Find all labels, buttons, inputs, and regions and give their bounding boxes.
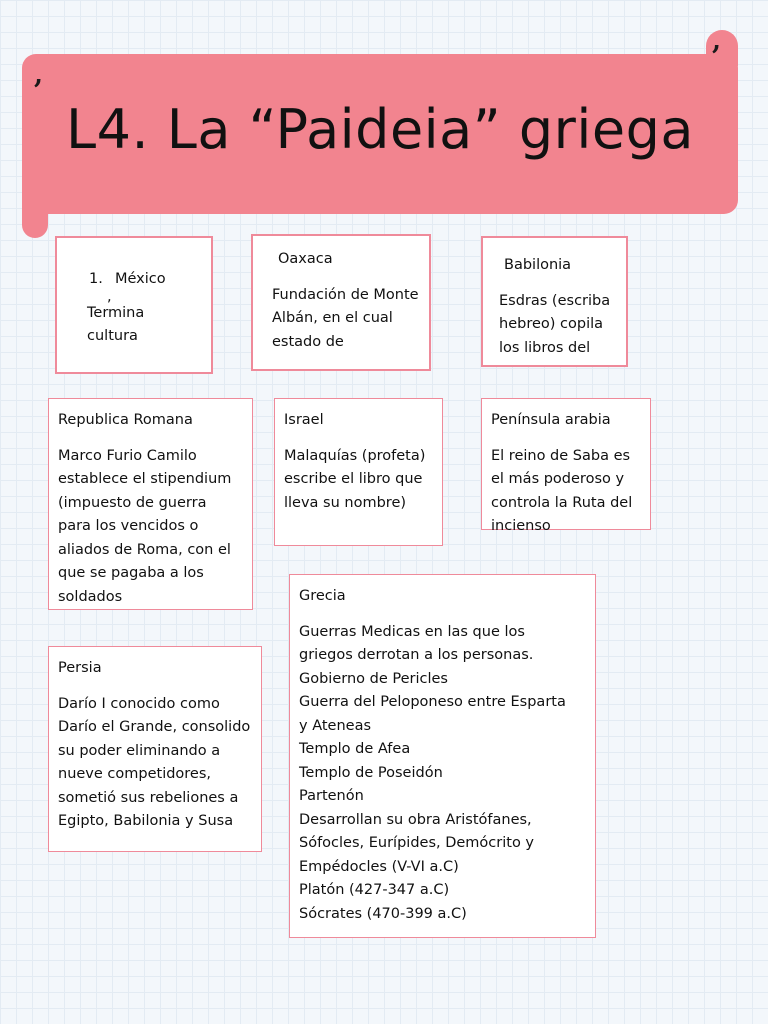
mexico-list-item (89, 268, 201, 292)
babilonia-place: Babilonia (504, 257, 572, 273)
card-peninsula-arabia (481, 398, 651, 534)
mexico-line-1: Termina (87, 304, 145, 321)
grecia-line: Partenón (299, 788, 364, 804)
grecia-line: Sófocles, Eurípides, Demócrito y (299, 835, 535, 851)
grecia-place: Grecia (299, 588, 346, 604)
card-mexico (55, 236, 213, 374)
grecia-line: Gobierno de Pericles (299, 670, 448, 687)
card-persia (48, 646, 262, 852)
card-grecia (289, 574, 596, 938)
grecia-list (299, 621, 586, 927)
persia-place: Persia (58, 660, 102, 676)
roma-text: Marco Furio Camilo establece el stipendium (impuesto de guerra para los vencidos o aliados de Roma, con el que se pagaba a los soldados (58, 447, 232, 605)
card-israel (274, 398, 443, 546)
grecia-line: Guerras Medicas en las que los (299, 623, 525, 640)
page-title: L4. La “Paideia” griega (66, 97, 694, 161)
roma-place: Republica Romana (58, 412, 193, 428)
mexico-place: México (115, 271, 166, 287)
grecia-line: y Ateneas (299, 717, 372, 734)
grecia-line: griegos derrotan a los personas. (299, 647, 534, 663)
grecia-line: Platón (427-347 a.C) (299, 882, 450, 898)
oaxaca-place: Oaxaca (278, 251, 333, 267)
israel-text: Malaquías (profeta) escribe el libro que lleva su nombre) (284, 447, 426, 511)
mexico-line-2: cultura (87, 328, 138, 344)
card-babilonia (481, 236, 628, 367)
mexico-comma: , (107, 288, 112, 305)
grecia-line: Templo de Poseidón (299, 764, 443, 781)
banner-curl-left (22, 200, 48, 238)
babilonia-text: Esdras (escriba hebreo) copila los libros del (499, 292, 611, 356)
grecia-line: Templo de Afea (299, 741, 411, 757)
grecia-line: Desarrollan su obra Aristófanes, (299, 811, 532, 828)
grecia-line: Empédocles (V-VI a.C) (299, 858, 459, 875)
mexico-number: 1. (89, 271, 103, 287)
oaxaca-text: Fundación de Monte Albán, en el cual estado de (272, 286, 419, 350)
curl-mark-right: , (712, 26, 722, 56)
persia-text: Darío I conocido como Darío el Grande, consolido su poder eliminando a nueve competidores, sometió sus rebeliones a Egipto, Babilonia y Susa (58, 695, 251, 829)
israel-place: Israel (284, 412, 324, 428)
card-republica-romana (48, 398, 253, 610)
arabia-text: El reino de Saba es el más poderoso y controla la Ruta del incienso (491, 447, 633, 534)
grecia-line: Sócrates (470-399 a.C) (299, 905, 467, 922)
curl-mark-left: , (34, 60, 44, 90)
arabia-place: Península arabia (491, 412, 611, 428)
grecia-line: Guerra del Peloponeso entre Esparta (299, 694, 566, 710)
card-oaxaca (251, 234, 431, 371)
